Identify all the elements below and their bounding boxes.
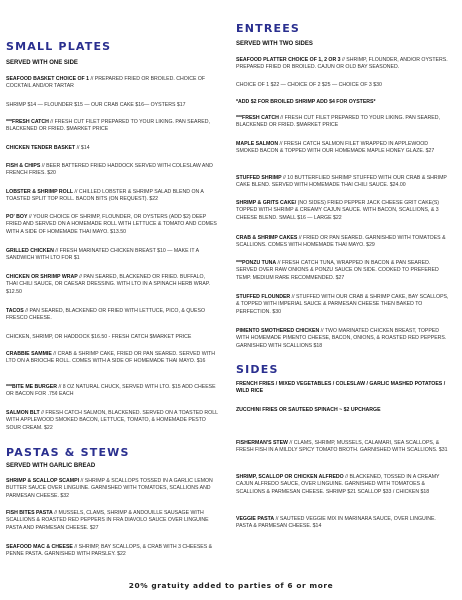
menu-item-seafood-basket-prices: SHRIMP $14 — FLOUNDER $15 — OUR CRAB CAKE $16— OYSTERS $17 (6, 102, 186, 108)
sides-upcharge: ZUCCHINI FRIES OR SAUTEED SPINACH ~ $2 UPCHARGE (236, 407, 381, 413)
menu-item-lobster-shrimp-roll: LOBSTER & SHRIMP ROLL // CHILLED LOBSTER & SHRIMP SALAD BLEND ON A TOASTED SPLIT TOP ROLL. BACON BITS (ON REQUEST). $22 (6, 189, 204, 203)
menu-item-stuffed-shrimp: STUFFED SHRIMP // 10 BUTTERFLIED SHRIMP STUFFED WITH OUR CRAB & SHRIMP CAKE BLEND. SERVED WITH HOMEMADE THAI CHILI SAUCE. $24.00 (236, 175, 447, 189)
menu-item-tacos-prices: CHICKEN, SHRIMP, OR HADDOCK $16.50 - FRESH CATCH $MARKET PRICE (6, 334, 192, 340)
menu-item-salmon-blt: SALMON BLT // FRESH CATCH SALMON, BLACKENED. SERVED ON A TOASTED ROLL WITH APPLEWOOD SMOKED BACON, LETTUCE, TOMATO, & HOMEMADE PESTO SOUR CREAM. $22 (6, 410, 218, 431)
menu-item-scampi: SHRIMP & SCALLOP SCAMPI // SHRIMP & SCALLOPS TOSSED IN A GARLIC LEMON BUTTER SAUCE OVER LINGUINE. GARNISHED WITH TOMATOES, SCALLIONS AND PARMESAN CHEESE. $32 (6, 478, 213, 499)
menu-item-maple-salmon: MAPLE SALMON // FRESH CATCH SALMON FILET WRAPPED IN APPLEWOOD SMOKED BACON & TOPPED WITH OUR HOMEMADE MAPLE HONEY GLAZE. $27 (236, 141, 435, 155)
menu-item-fish-bites-pasta: FISH BITES PASTA // MUSSELS, CLAMS, SHRIMP & ANDOUILLE SAUSAGE WITH SCALLIONS & ROASTED RED PEPPERS IN FRA DIAVOLO SAUCE OVER LINGUINE PASTA AND PARMESAN CHEESE. $27 (6, 510, 209, 531)
pastas-subtitle: SERVED WITH GARLIC BREAD (6, 463, 96, 469)
menu-item-entree-fresh-catch: ***FRESH CATCH // FRESH CUT FILET PREPARED TO YOUR LIKING. PAN SEARED, BLACKENED OR FRIED. $MARKET PRICE (236, 115, 440, 129)
menu-item-chicken-tender-basket: CHICKEN TENDER BASKET // $14 (6, 145, 90, 151)
menu-item-veggie-pasta: VEGGIE PASTA // SAUTEED VEGGIE MIX IN MARINARA SAUCE, OVER LINGUINE. PASTA & PARMESAN CHEESE. $14 (236, 516, 436, 530)
menu-item-chicken-shrimp-wrap: CHICKEN OR SHRIMP WRAP // PAN SEARED, BLACKENED OR FRIED. BUFFALO, THAI CHILI SAUCE, OR CAESAR DRESSING. WITH LTO IN A SPINACH HERB WRAP. $12.50 (6, 274, 211, 295)
sides-list: FRENCH FRIES / MIXED VEGETABLES / COLESLAW / GARLIC MASHED POTATOES / WILD RICE (236, 381, 446, 395)
menu-item-alfredo: SHRIMP, SCALLOP OR CHICKEN ALFREDO // BLACKENED, TOSSED IN A CREAMY CAJUN ALFREDO SAUCE, OVER LINGUINE. GARNISHED WITH TOMATOES & SCALLIONS & PARMESAN CHEESE. SHRIMP $21 SCALLOP $33 / CHICKEN $18 (236, 474, 440, 495)
menu-item-fishermans-stew: FISHERMAN'S STEW // CLAMS, SHRIMP, MUSSELS, CALAMARI, SEA SCALLOPS, & FRESH FISH IN A MILDLY SPICY TOMATO BROTH. GARNISHED WITH SCALLIONS. $31 (236, 440, 448, 454)
menu-item-fresh-catch: ***FRESH CATCH // FRESH CUT FILET PREPARED TO YOUR LIKING. PAN SEARED, BLACKENED OR FRIED. $MARKET PRICE (6, 119, 210, 133)
menu-item-stuffed-flounder: STUFFED FLOUNDER // STUFFED WITH OUR CRAB & SHRIMP CAKE, BAY SCALLOPS, & TOPPED WITH IMPERIAL SAUCE & PARMESAN CHEESE THEN BAKED TO PERFECTION. $30 (236, 294, 449, 315)
menu-item-tacos: TACOS // PAN SEARED, BLACKENED OR FRIED WITH LETTUCE, PICO, & QUESO FRESCO CHEESE. (6, 308, 205, 322)
menu-item-po-boy: PO' BOY // YOUR CHOICE OF SHRIMP, FLOUNDER, OR OYSTERS (ADD $2) DEEP FRIED AND SERVED ON A HOMEMADE ROLL WITH LETTUCE & TOMATO AND COMES WITH A SIDE OF HOMEMADE THAI MAYO. $13.50 (6, 214, 217, 235)
entrees-subtitle: SERVED WITH TWO SIDES (236, 41, 313, 47)
gratuity-notice: 20% gratuity added to parties of 6 or more (128, 581, 334, 590)
menu-item-seafood-platter-prices: CHOICE OF 1 $22 — CHOICE OF 2 $25 — CHOICE OF 3 $30 (236, 82, 382, 88)
small-plates-heading: SMALL PLATES (6, 40, 112, 53)
menu-item-fish-and-chips: FISH & CHIPS // BEER BATTERED FRIED HADDOCK SERVED WITH COLESLAW AND FRENCH FRIES. $20 (6, 163, 213, 177)
sides-heading: SIDES (236, 363, 279, 376)
menu-item-crabbie-sammie: CRABBIE SAMMIE // CRAB & SHRIMP CAKE, FRIED OR PAN SEARED. SERVED WITH LTO ON A BRIOCHE ROLL. COMES WITH A SIDE OF HOMEMADE THAI MAYO. $16 (6, 351, 215, 365)
menu-item-grilled-chicken: GRILLED CHICKEN // FRESH MARINATED CHICKEN BREAST $10 — MAKE IT A SANDWICH WITH LTO FOR $1 (6, 248, 199, 262)
menu-item-seafood-mac-cheese: SEAFOOD MAC & CHEESE // SHRIMP, BAY SCALLOPS, & CRAB WITH 3 CHEESES & PENNE PASTA. GARNISHED WITH PARSLEY. $22 (6, 544, 213, 558)
menu-item-ponzu-tuna: ***PONZU TUNA // FRESH CATCH TUNA, WRAPPED IN BACON & PAN SEARED. SERVED OVER RAW ONIONS & PONZU SAUCE ON SIDE. COOKED TO PREFERED TEMP. MEDIUM RARE RECOMMENDED. $27 (236, 260, 439, 281)
menu-item-crab-shrimp-cakes: CRAB & SHRIMP CAKES // FRIED OR PAN SEARED. GARNISHED WITH TOMATOES & SCALLIONS. COMES WITH HOMEMADE THAI MAYO. $29 (236, 235, 446, 249)
menu-item-pimento-chicken: PIMENTO SMOTHERED CHICKEN // TWO MARINATED CHICKEN BREAST, TOPPED WITH HOMEMADE PIMENTO CHEESE, BACON, ONIONS, & ROASTED RED PEPPERS. GARNISHED WITH SCALLIONS $18 (236, 328, 447, 349)
entrees-heading: ENTREES (236, 22, 301, 35)
small-plates-subtitle: SERVED WITH ONE SIDE (6, 60, 78, 66)
menu-item-shrimp-grits-cake: SHRIMP & GRITS CAKE/ (NO SIDES) FRIED PEPPER JACK CHEESE GRIT CAKE(S) TOPPED WITH SHRIMP & CREAMY CAJUN SAUCE. WITH BACON, SCALLIONS, & 3 CHEESE BLEND. SMALL $16 — LARGE $22 (236, 200, 440, 221)
menu-item-platter-addon: *ADD $2 FOR BROILED SHRIMP ADD $4 FOR OYSTERS* (236, 99, 376, 105)
menu-item-seafood-basket: SEAFOOD BASKET CHOICE OF 1 // PREPARED FRIED OR BROILED. CHOICE OF COCKTAIL AND/OR TARTAR (6, 76, 206, 90)
menu-item-bite-me-burger: ***BITE ME BURGER // 8 OZ NATURAL CHUCK, SERVED WITH LTO. $15 ADD CHEESE OR BACON FOR .75¢ EACH (6, 384, 216, 398)
menu-item-seafood-platter: SEAFOOD PLATTER CHOICE OF 1, 2 OR 3 // SHRIMP, FLOUNDER, AND/OR OYSTERS. PREPARED FRIED OR BROILED. CAJUN OR OLD BAY SEASONED. (236, 57, 448, 71)
pastas-heading: PASTAS & STEWS (6, 446, 130, 459)
